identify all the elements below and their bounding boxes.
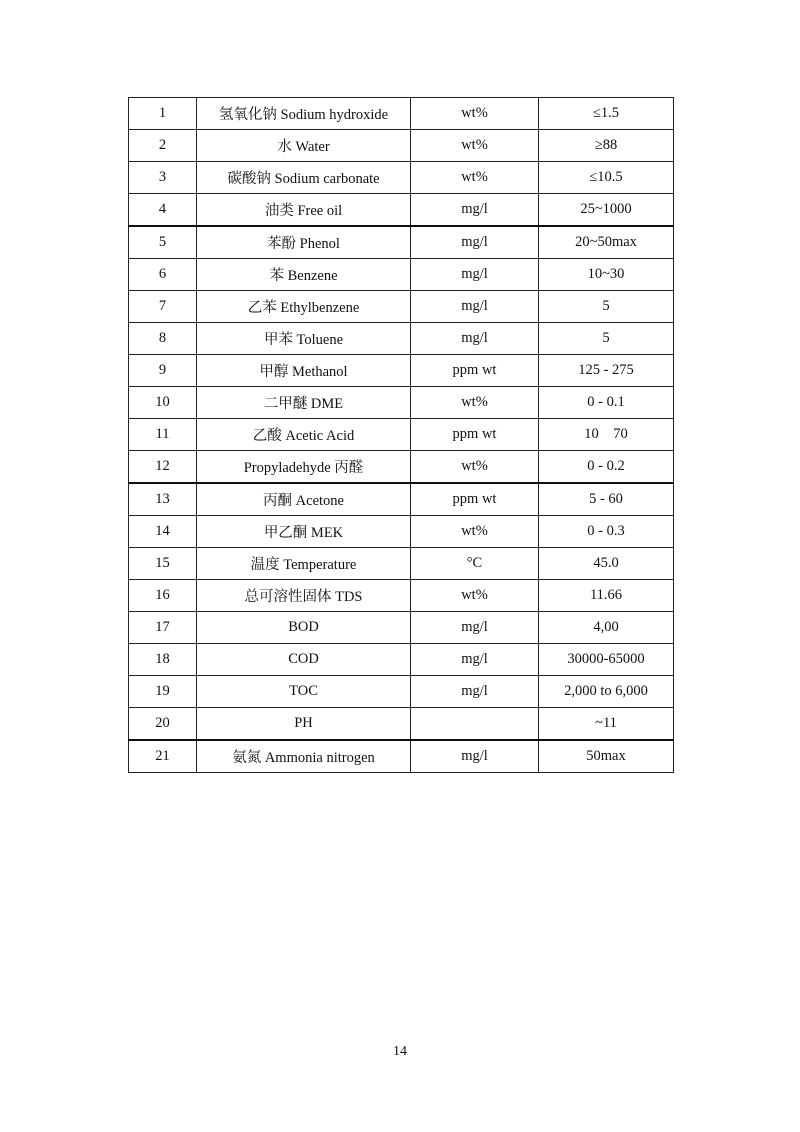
unit: ppm wt — [411, 419, 539, 451]
value: ~11 — [539, 708, 674, 741]
row-number: 4 — [129, 194, 197, 227]
table-row — [129, 226, 674, 259]
row-number: 5 — [129, 226, 197, 259]
row-number: 12 — [129, 451, 197, 484]
table-row — [129, 259, 674, 291]
value: 2,000 to 6,000 — [539, 676, 674, 708]
table-row — [129, 419, 674, 451]
value: 10~30 — [539, 259, 674, 291]
item-name: 氨氮 Ammonia nitrogen — [197, 740, 411, 773]
value: 4,00 — [539, 612, 674, 644]
item-name: 总可溶性固体 TDS — [197, 580, 411, 612]
unit: mg/l — [411, 740, 539, 773]
unit: mg/l — [411, 259, 539, 291]
wastewater-composition-table — [128, 97, 674, 773]
table-row — [129, 291, 674, 323]
row-number: 19 — [129, 676, 197, 708]
value: 50max — [539, 740, 674, 773]
item-name: BOD — [197, 612, 411, 644]
value: ≥88 — [539, 130, 674, 162]
row-number: 1 — [129, 98, 197, 130]
unit: wt% — [411, 516, 539, 548]
row-number: 13 — [129, 483, 197, 516]
value: 5 — [539, 323, 674, 355]
unit: wt% — [411, 98, 539, 130]
item-name: 水 Water — [197, 130, 411, 162]
row-number: 2 — [129, 130, 197, 162]
unit: wt% — [411, 387, 539, 419]
value: ≤1.5 — [539, 98, 674, 130]
table-row — [129, 451, 674, 484]
row-number: 18 — [129, 644, 197, 676]
value: 10 70 — [539, 419, 674, 451]
item-name: 乙苯 Ethylbenzene — [197, 291, 411, 323]
table-row — [129, 676, 674, 708]
unit: ppm wt — [411, 355, 539, 387]
item-name: 碳酸钠 Sodium carbonate — [197, 162, 411, 194]
row-number: 6 — [129, 259, 197, 291]
item-name: 油类 Free oil — [197, 194, 411, 227]
table-row — [129, 162, 674, 194]
value: 25~1000 — [539, 194, 674, 227]
item-name: 苯 Benzene — [197, 259, 411, 291]
unit: mg/l — [411, 644, 539, 676]
table-row — [129, 483, 674, 516]
unit: mg/l — [411, 323, 539, 355]
item-name: 甲苯 Toluene — [197, 323, 411, 355]
table-row — [129, 516, 674, 548]
table-row — [129, 644, 674, 676]
unit: wt% — [411, 162, 539, 194]
page-number: 14 — [393, 1044, 407, 1059]
table-row — [129, 740, 674, 773]
row-number: 15 — [129, 548, 197, 580]
item-name: 甲醇 Methanol — [197, 355, 411, 387]
value: 11.66 — [539, 580, 674, 612]
value: ≤10.5 — [539, 162, 674, 194]
table-row — [129, 580, 674, 612]
table-row — [129, 130, 674, 162]
unit: mg/l — [411, 291, 539, 323]
value: 5 - 60 — [539, 483, 674, 516]
item-name: Propyladehyde 丙醛 — [197, 451, 411, 484]
item-name: 苯酚 Phenol — [197, 226, 411, 259]
value: 20~50max — [539, 226, 674, 259]
row-number: 10 — [129, 387, 197, 419]
item-name: PH — [197, 708, 411, 741]
unit: mg/l — [411, 194, 539, 227]
value: 5 — [539, 291, 674, 323]
item-name: 温度 Temperature — [197, 548, 411, 580]
unit: wt% — [411, 580, 539, 612]
table-row — [129, 355, 674, 387]
table-body — [129, 98, 674, 773]
item-name: 二甲醚 DME — [197, 387, 411, 419]
table-row — [129, 323, 674, 355]
row-number: 9 — [129, 355, 197, 387]
table-row — [129, 194, 674, 227]
row-number: 8 — [129, 323, 197, 355]
unit: ppm wt — [411, 483, 539, 516]
unit: mg/l — [411, 226, 539, 259]
row-number: 3 — [129, 162, 197, 194]
unit: °C — [411, 548, 539, 580]
row-number: 17 — [129, 612, 197, 644]
item-name: 乙酸 Acetic Acid — [197, 419, 411, 451]
unit: wt% — [411, 130, 539, 162]
table-row — [129, 548, 674, 580]
table-row — [129, 612, 674, 644]
table-row — [129, 708, 674, 741]
row-number: 14 — [129, 516, 197, 548]
item-name: 甲乙酮 MEK — [197, 516, 411, 548]
value: 0 - 0.1 — [539, 387, 674, 419]
row-number: 16 — [129, 580, 197, 612]
row-number: 20 — [129, 708, 197, 741]
row-number: 21 — [129, 740, 197, 773]
value: 0 - 0.2 — [539, 451, 674, 484]
value: 45.0 — [539, 548, 674, 580]
table-row — [129, 98, 674, 130]
unit: mg/l — [411, 676, 539, 708]
unit: wt% — [411, 451, 539, 484]
item-name: 氢氧化钠 Sodium hydroxide — [197, 98, 411, 130]
value: 30000-65000 — [539, 644, 674, 676]
unit — [411, 708, 539, 741]
unit: mg/l — [411, 612, 539, 644]
item-name: 丙酮 Acetone — [197, 483, 411, 516]
item-name: COD — [197, 644, 411, 676]
item-name: TOC — [197, 676, 411, 708]
table-row — [129, 387, 674, 419]
value: 125 - 275 — [539, 355, 674, 387]
row-number: 11 — [129, 419, 197, 451]
row-number: 7 — [129, 291, 197, 323]
value: 0 - 0.3 — [539, 516, 674, 548]
